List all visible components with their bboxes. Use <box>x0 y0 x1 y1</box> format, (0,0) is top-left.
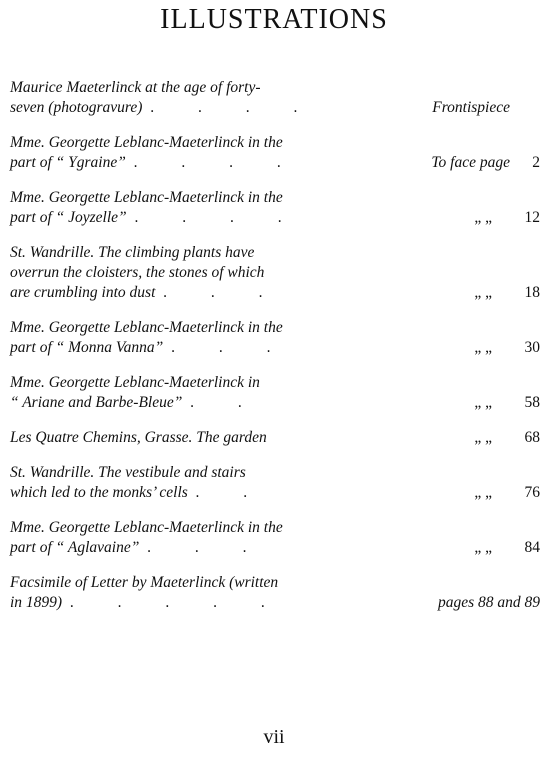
entry-line: which led to the monks’ cells . . <box>10 484 268 501</box>
list-item <box>10 133 540 173</box>
page-reference: Frontispiece <box>432 99 510 116</box>
list-item <box>10 373 540 413</box>
page-reference: To face page <box>431 154 510 171</box>
ditto-marks: „ „ <box>474 429 492 446</box>
list-item <box>10 518 540 558</box>
leader-dots: . . . <box>163 284 283 301</box>
entry-line: Mme. Georgette Leblanc-Maeterlinck in <box>10 374 260 391</box>
list-item <box>10 463 540 503</box>
entry-line: Mme. Georgette Leblanc-Maeterlinck in the <box>10 134 283 151</box>
entry-line: part of “ Aglavaine” . . . <box>10 539 267 556</box>
entry-line: overrun the cloisters, the stones of which <box>10 264 265 281</box>
entry-line: seven (photogravure) . . . . <box>10 99 318 116</box>
leader-dots: . . . <box>147 539 267 556</box>
page-number: 84 <box>524 539 540 556</box>
ditto-marks: „ „ <box>474 394 492 411</box>
ditto-marks: „ „ <box>474 209 492 226</box>
entry-line: part of “ Joyzelle” . . . . <box>10 209 302 226</box>
entry-line: “ Ariane and Barbe-Bleue” . . <box>10 394 262 411</box>
leader-dots: . . . . <box>133 154 301 171</box>
page-number-footer: vii <box>263 726 285 748</box>
entry-line: St. Wandrille. The vestibule and stairs <box>10 464 246 481</box>
page-number: 18 <box>524 284 540 301</box>
ditto-marks: „ „ <box>474 484 492 501</box>
entry-line: Mme. Georgette Leblanc-Maeterlinck in the <box>10 319 283 336</box>
entry-line: in 1899) . . . . . <box>10 594 285 611</box>
leader-dots: . . . <box>171 339 291 356</box>
leader-dots: . . . . <box>150 99 318 116</box>
page-number: 76 <box>524 484 540 501</box>
page-title: ILLUSTRATIONS <box>160 4 388 35</box>
list-item <box>10 318 540 358</box>
entry-line: Facsimile of Letter by Maeterlinck (written <box>10 574 279 591</box>
page-number: 58 <box>524 394 540 411</box>
ditto-marks: „ „ <box>474 539 492 556</box>
list-item <box>10 428 540 448</box>
entry-line: St. Wandrille. The climbing plants have <box>10 244 255 261</box>
entry-line: Mme. Georgette Leblanc-Maeterlinck in the <box>10 519 283 536</box>
ditto-marks: „ „ <box>474 339 492 356</box>
page-number: 2 <box>532 154 540 171</box>
list-item <box>10 243 540 303</box>
entry-line: are crumbling into dust . . . <box>10 284 283 301</box>
entry-line: part of “ Ygraine” . . . . <box>10 154 301 171</box>
illustrations-list <box>10 78 540 628</box>
list-item <box>10 573 540 613</box>
page-number: 30 <box>524 339 540 356</box>
leader-dots: . . . . . <box>69 594 285 611</box>
ditto-marks: „ „ <box>474 284 492 301</box>
entry-line: part of “ Monna Vanna” . . . <box>10 339 291 356</box>
page-number: 12 <box>524 209 540 226</box>
list-item <box>10 78 540 118</box>
page-number: 68 <box>524 429 540 446</box>
list-item <box>10 188 540 228</box>
entry-line: Mme. Georgette Leblanc-Maeterlinck in the <box>10 189 283 206</box>
entry-line: Les Quatre Chemins, Grasse. The garden <box>10 429 267 446</box>
leader-dots: . . . . <box>134 209 302 226</box>
leader-dots: . . <box>190 394 262 411</box>
page-reference: pages 88 and 89 <box>437 594 540 611</box>
entry-line: Maurice Maeterlinck at the age of forty- <box>10 79 261 96</box>
leader-dots: . . <box>195 484 268 501</box>
